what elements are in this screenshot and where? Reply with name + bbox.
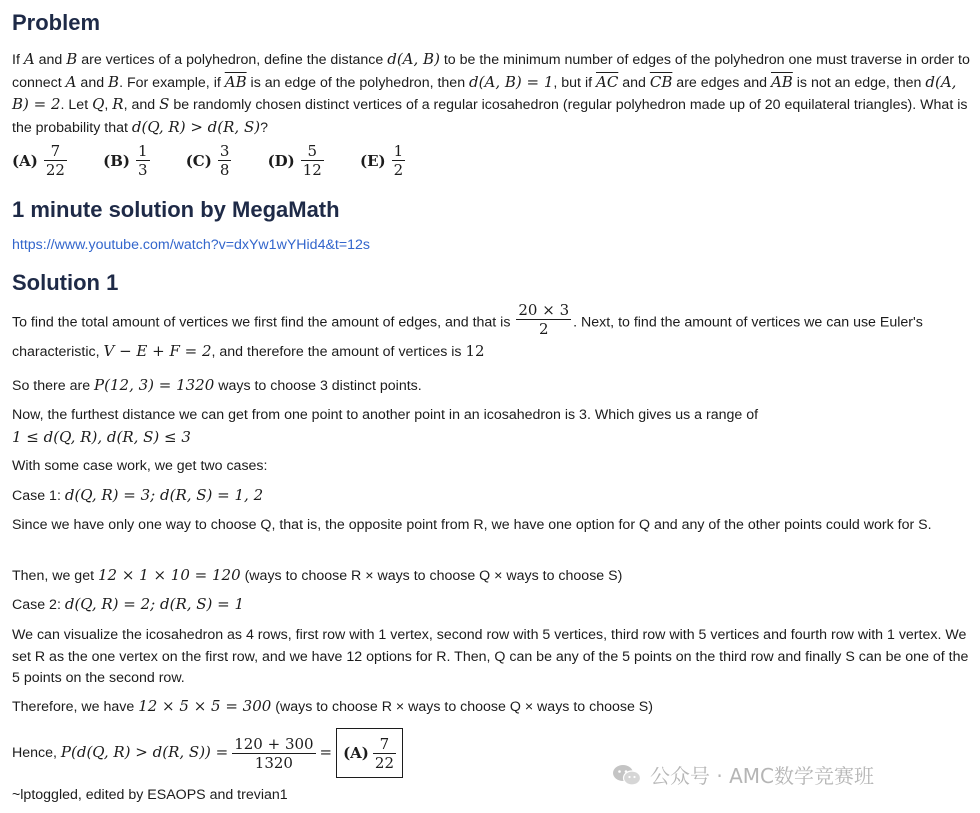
choice-e: (E) $\frac{1}{2}$ <box>360 142 404 179</box>
solution-final: Hence, P(d(Q, R) > d(R, S)) = $\frac{120 + 300}{1320}$ = (A) $\frac{7}{22}$ <box>12 728 970 778</box>
answer-choices <box>12 142 437 179</box>
solution-p2: So there are P(12, 3) = 1320 ways to choose 3 distinct points. <box>12 376 422 394</box>
solution-p9: We can visualize the icosahedron as 4 rows, first row with 1 vertex, second row with 5 vertices, third row with 5 vertices and fourth row with 1 vertex. We set R as the one vertex on the first row, and we have 12 options for R. Then, Q can be any of the 5 points on the third row and finally S can be one of the 5 points on the second row. <box>12 627 969 686</box>
solution-p3: Now, the furthest distance we can get from one point to another point in an icosahedron is 3. Which gives us a range of 1 ≤ d(Q, R), d(R, S) ≤ 3 <box>12 407 759 446</box>
problem-heading: Problem <box>12 10 101 35</box>
final-answer-box: (A) $\frac{7}{22}$ <box>336 728 403 778</box>
wechat-icon <box>612 763 642 787</box>
megamath-heading: 1 minute solution by MegaMath <box>12 197 340 222</box>
credit-line: ~lptoggled, edited by ESAOPS and trevian1 <box>12 787 288 803</box>
solution-heading: Solution 1 <box>12 270 119 295</box>
megamath-video-link[interactable]: https://www.youtube.com/watch?v=dxYw1wYHid4&t=12s <box>12 237 371 253</box>
solution-p1: To find the total amount of vertices we first find the amount of edges, and that is $\frac{20 \times 3}{2}$ . Next, to find the amount of vertices we can use Euler's characteristic, V − E + F = 2, and therefore the amount of vertices is 12 <box>12 301 923 360</box>
case1: Case 1: d(Q, R) = 3; d(R, S) = 1, 2 <box>12 486 264 504</box>
solution-p10: Therefore, we have 12 × 5 × 5 = 300 (ways to choose R × ways to choose Q × ways to choose S) <box>12 697 653 715</box>
solution-p6: Since we have only one way to choose Q, that is, the opposite point from R, we have one option for Q and any of the other points could work for S. <box>12 517 932 533</box>
solution-p4: With some case work, we get two cases: <box>12 458 268 474</box>
watermark-text: 公众号 · AMC数学竞赛班 <box>650 764 874 788</box>
case2: Case 2: d(Q, R) = 2; d(R, S) = 1 <box>12 595 245 613</box>
wechat-watermark <box>612 760 874 789</box>
choice-d: (D) $\frac{5}{12}$ <box>267 142 322 179</box>
choice-c: (C) $\frac{3}{8}$ <box>185 142 230 179</box>
problem-text: If A and B are vertices of a polyhedron, define the distance d(A, B) to be the minimum number of edges of the polyhedron one must traverse in order to connect A and B. For example, if $\overline{AB}$ is an edge of the polyhedron, then d(A, B) = 1, but if $\overline{AC}$ and $\overline{CB}$ are edges and $\overline{AB}$ is not an edge, then d(A, B) = 2. Let Q, R, and S be randomly chosen distinct vertices of a regular icosahedron (regular polyhedron made up of 20 equilateral triangles). What is the probability that d(Q, R) > d(R, S)? <box>12 50 970 136</box>
choice-b: (B) $\frac{1}{3}$ <box>103 142 148 179</box>
solution-p7: Then, we get 12 × 1 × 10 = 120 (ways to choose R × ways to choose Q × ways to choose S) <box>12 566 623 584</box>
choice-a: (A) $\frac{7}{22}$ <box>12 142 65 179</box>
